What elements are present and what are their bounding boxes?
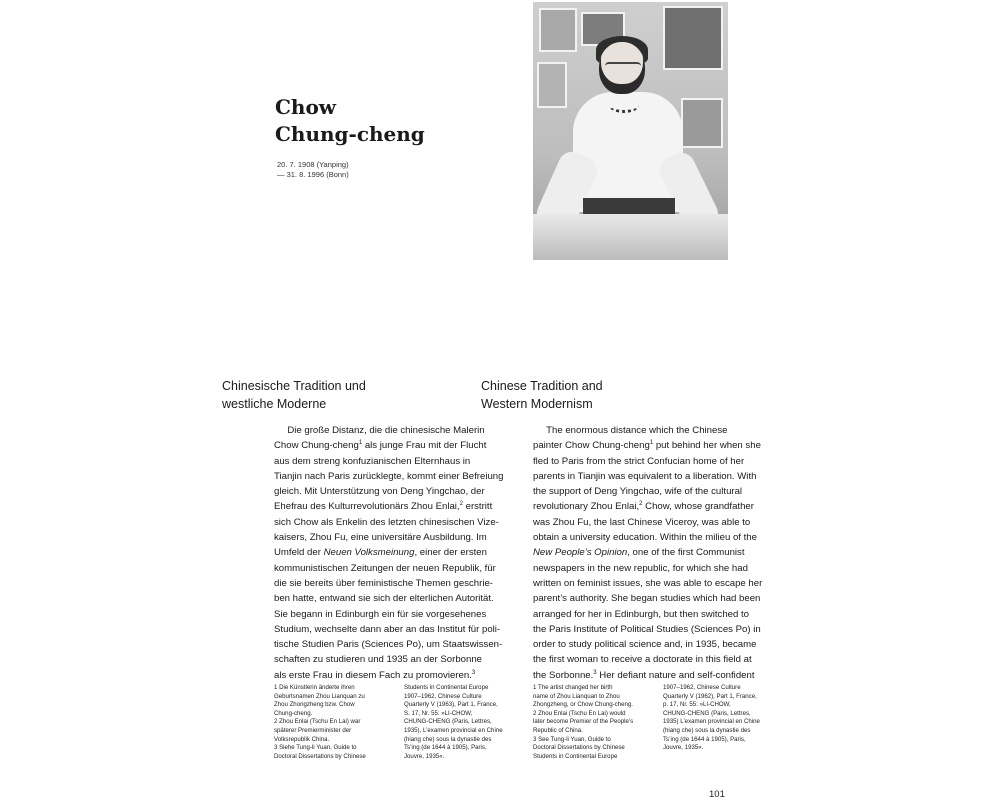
life-dates [277,160,349,180]
page-number: 101 [709,789,725,800]
artist-last-name: Chung-cheng [275,122,425,146]
work-table [533,214,728,260]
wall-artwork [663,6,723,70]
wall-artwork [539,8,577,52]
portrait-photo-icon [533,2,728,260]
body-text-de: Die große Distanz, die die chinesische Malerin Chow Chung-cheng$^1$ als junge Frau mit der Flucht aus dem streng konfuzianischen Elternhaus in Tianjin nach Paris zurücklegte, kommt einer Befreiung gleich. Mit Unterstützung von Deng Yingchao, der Ehefrau des Kulturrevolutionärs Zhou Enlai,$^2$ erstritt sich Chow als Enkelin des letzten chinesischen Vize- kaisers, Zhou Fu, eine universitäre Ausbildung. Im Umfeld der Neuen Volksmeinung, einer der ersten kommunistischen Zeitungen der neuen Republik, für die sie bereits über feministische Themen geschrie- ben hatte, entwand sie sich der elterlichen Autorität. Sie begann in Edinburgh ein für sie vorgesehenes Studium, wechselte dann aber an das Institut für poli- tische Studien Paris (Sciences Po), um Staatswissen- schaften zu studieren und 1935 an der Sorbonne als erste Frau in diesem Fach zu promovieren.$^3$ [274,425,504,681]
body-text-en: The enormous distance which the Chinese painter Chow Chung-cheng$^1$ put behind her when she fled to Paris from the strict Confucian home of her parents in Tianjin was equivalent to a liberation. With the support of Deng Yingchao, wife of the cultural revolutionary Zhou Enlai,$^2$ Chow, whose grandfather was Zhou Fu, the last Chinese Viceroy, was able to obtain a university education. Within the milieu of the New People’s Opinion, one of the first Communist newspapers in the new republic, for which she had written on feminist issues, she was able to escape her parent’s authority. She began studies which had been arranged for her in Edinburgh, but then switched to the Paris Institute of Political Studies (Sciences Po) in order to study political science and, in 1935, became the first woman to receive a doctorate in this field at the Sorbonne.$^3$ Her defiant nature and self-confident [533,425,763,681]
section-heading-en: Chinese Tradition and Western Modernism [481,379,603,411]
footnotes-de-col2: Students in Continental Europe 1907–1962, Chinese Culture Quarterly V (1963), Part 1, France, S. 17, Nr. 55: »LI-CHOW, CHUNG-CHENG (Paris, Lettres, 1935), L’examen provincial en Chine (hiang che) sous la dynastie des Ts’ing (de 1644 à 1905), Paris, Jouvre, 1935«. [404,684,503,760]
wall-artwork [681,98,723,148]
artist-name [275,94,425,148]
figure-glasses [605,62,641,72]
footnotes-en-col2: 1907–1962, Chinese Culture Quarterly V (1962), Part 1, France, p. 17, Nr. 55: »LI-CHOW, CHUNG-CHENG (Paris, Lettres, 1935) L’examen provincial en Chine (hiang che) sous la dynastie des Ts’ing (de 1644 à 1905), Paris, Jouvre, 1935«. [663,684,760,752]
footnotes-de-col1: 1 Die Künstlerin änderte ihren Geburtsnamen Zhou Lianquan zu Zhou Zhongzheng bzw. Chow Chung-cheng. 2 Zhou Enlai (Tschu En Lai) war späterer Premierminister der Volksrepublik China. 3 Siehe Tung-li Yuan, Guide to Doctoral Dissertations by Chinese [274,684,366,760]
section-heading-de: Chinesische Tradition und westliche Moderne [222,379,366,411]
figure-necklace [609,98,639,113]
artist-first-name: Chow [275,95,337,119]
footnotes-en-col1: 1 The artist changed her birth name of Zhou Lianquan to Zhou Zhongzheng, or Chow Chung-cheng. 2 Zhou Enlai (Tschu En Lai) would later become Premier of the People’s Republic of China. 3 See Tung-li Yuan, Guide to Doctoral Dissertations by Chinese Students in Continental Europe [533,684,634,760]
death-date: — 31. 8. 1996 (Bonn) [277,170,349,179]
wall-artwork [537,62,567,108]
birth-date: 20. 7. 1908 (Yanping) [277,160,349,169]
